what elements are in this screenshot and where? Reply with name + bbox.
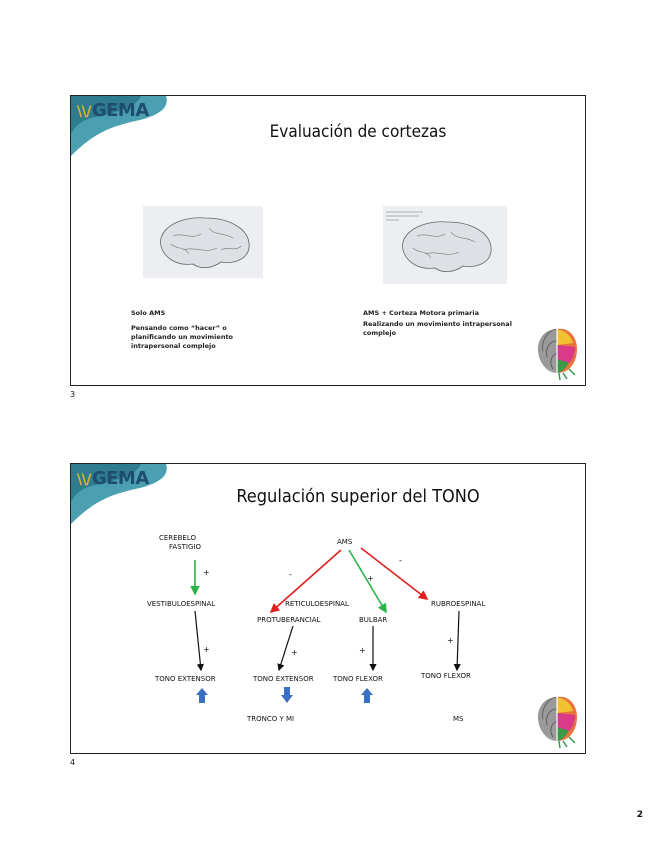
arrow-rubro-tono [457, 611, 459, 670]
label-bulbar: BULBAR [359, 616, 388, 624]
colorful-brain-icon [533, 691, 581, 749]
label-vestibuloespinal: VESTIBULOESPINAL [147, 600, 216, 608]
right-caption [363, 309, 513, 338]
label-tono-extensor-2: TONO EXTENSOR [253, 675, 314, 683]
sign-ams-mid: + [367, 574, 374, 583]
slide-title: Regulación superior del TONO [236, 486, 480, 507]
page-number: 2 [636, 810, 643, 820]
sign-ams-left: - [289, 570, 292, 579]
label-tono-flexor-2: TONO FLEXOR [421, 672, 471, 680]
slide-number-4: 4 [70, 758, 76, 767]
label-rubroespinal: RUBROESPINAL [431, 600, 486, 608]
label-ms: MS [453, 715, 464, 723]
sign-ams-right: - [399, 556, 402, 565]
label-reticuloespinal: RETICULOESPINAL [285, 600, 349, 608]
label-tono-flexor-1: TONO FLEXOR [333, 675, 383, 683]
blue-arrow-up-1 [196, 688, 208, 703]
sign-bulbar: + [359, 646, 366, 655]
left-caption-heading: Solo AMS [131, 309, 166, 317]
sign-cerebelo: + [203, 568, 210, 577]
label-ams: AMS [337, 538, 353, 546]
label-protuberancial: PROTUBERANCIAL [257, 616, 321, 624]
tone-regulation-arrows [71, 464, 585, 753]
label-cerebelo: CEREBELO [159, 534, 196, 542]
slide-4 [70, 463, 586, 754]
left-caption-text: Pensando como “hacer” o planificando un movimiento intrapersonal complejo [131, 324, 234, 350]
slide-title: Evaluación de cortezas [269, 122, 447, 142]
label-fastigio: FASTIGIO [169, 543, 201, 551]
arrow-vestibulo-tono [195, 611, 201, 670]
gema-logo: \\/GEMA [77, 100, 149, 121]
brain-image-right [383, 206, 507, 284]
gema-logo: \\/GEMA [77, 468, 149, 489]
sign-protuberancial: + [291, 648, 298, 657]
colorful-brain-icon [533, 323, 581, 381]
brain-image-left [143, 206, 263, 278]
left-caption [131, 309, 271, 351]
sign-rubro: + [447, 636, 454, 645]
right-caption-heading: AMS + Corteza Motora primaria [363, 309, 479, 317]
blue-arrow-down-1 [281, 687, 293, 703]
label-tronco-y-mi: TRONCO Y MI [247, 715, 295, 723]
sign-vestibulo: + [203, 645, 210, 654]
right-caption-text: Realizando un movimiento intrapersonal complejo [363, 320, 512, 337]
label-tono-extensor-1: TONO EXTENSOR [155, 675, 216, 683]
slide-3 [70, 95, 586, 386]
slide-number-3: 3 [70, 390, 76, 399]
blue-arrow-up-2 [361, 688, 373, 703]
